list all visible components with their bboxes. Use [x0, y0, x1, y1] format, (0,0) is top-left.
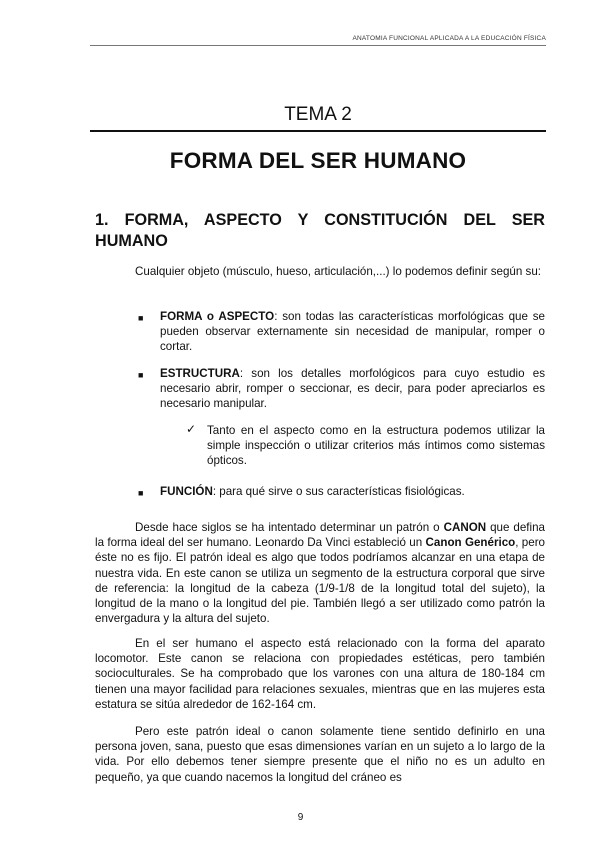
- square-bullet-icon: ■: [138, 488, 144, 498]
- page-number: 9: [297, 812, 304, 823]
- section-title: 1. FORMA, ASPECTO Y CONSTITUCIÓN DEL SER HUMANO: [95, 211, 545, 250]
- text-run: Desde hace siglos se ha intentado determinar un patrón o: [135, 521, 444, 534]
- bullet-text: : son los detalles morfológicos para cuyo estudio es necesario abrir, romper o seccionar, es decir, para poder apreciarlos es necesario manipular.: [160, 367, 545, 411]
- chapter-title: FORMA DEL SER HUMANO: [169, 148, 467, 173]
- bullet-term: FORMA o ASPECTO: [160, 310, 275, 323]
- bullet-text: : para qué sirve o sus características fisiológicas.: [212, 485, 465, 498]
- term-canon: CANON: [443, 521, 487, 534]
- square-bullet-icon: ■: [138, 313, 144, 323]
- bullet-text: : son todas las características morfológicas que se pueden observar externamente sin necesidad de manipular, romper o cortar.: [160, 310, 545, 354]
- running-header: ANATOMIA FUNCIONAL APLICADA A LA EDUCACIÓN FÍSICA: [352, 35, 546, 42]
- text-run: , pero éste no es fijo. El patrón ideal es algo que todos podríamos alcanzar en una etapa de nuestra vida. En este canon se utiliza un segmento de la estructura corporal que sirve de referencia: la longitud de la cabeza (1/9-1/8 de la longitud total del sujeto), la longitud de la mano o la longitud del pie. También llegó a ser utilizado como patrón la envergadura y la altura del sujeto.: [95, 536, 546, 626]
- square-bullet-icon: ■: [138, 370, 144, 380]
- bullet-funcion: [160, 484, 545, 499]
- header-rule: [90, 45, 546, 46]
- paragraph-aspect: En el ser humano el aspecto está relacionado con la forma del aparato locomotor. Este canon se relaciona con propiedades estéticas, pero también socioculturales. Se ha comprobado que los varones con una altura de 180-184 cm tienen una mayor facilidad para relaciones sexuales, mientras que en las mujeres esta estatura se sitúa alrededor de 162-164 cm.: [95, 637, 545, 711]
- tema-rule: [90, 130, 546, 132]
- paragraph-canon: [95, 520, 545, 626]
- intro-paragraph: Cualquier objeto (músculo, hueso, articulación,...) lo podemos definir según su:: [135, 265, 542, 278]
- text-run: que defina la forma ideal del ser humano. Leonardo Da Vinci estableció un: [95, 521, 545, 550]
- tema-label: TEMA 2: [284, 104, 352, 125]
- paragraph-last: Pero este patrón ideal o canon solamente tiene sentido definirlo en una persona joven, sana, puesto que esas dimensiones varían en un sujeto a lo largo de la vida. Por ello debemos tener siempre presente que el niño no es un adulto en pequeño, ya que cuando nacemos la longitud del cráneo es: [95, 725, 545, 784]
- bullet-term: ESTRUCTURA: [160, 367, 240, 380]
- bullet-forma: [160, 309, 545, 355]
- bullet-term: FUNCIÓN: [160, 485, 213, 498]
- checkmark-icon: ✓: [186, 422, 197, 436]
- term-canon-generico: Canon Genérico: [425, 536, 516, 550]
- subnote: Tanto en el aspecto como en la estructura podemos utilizar la simple inspección o utilizar criterios más íntimos como sistemas ópticos.: [207, 424, 545, 468]
- bullet-estructura: [160, 366, 545, 412]
